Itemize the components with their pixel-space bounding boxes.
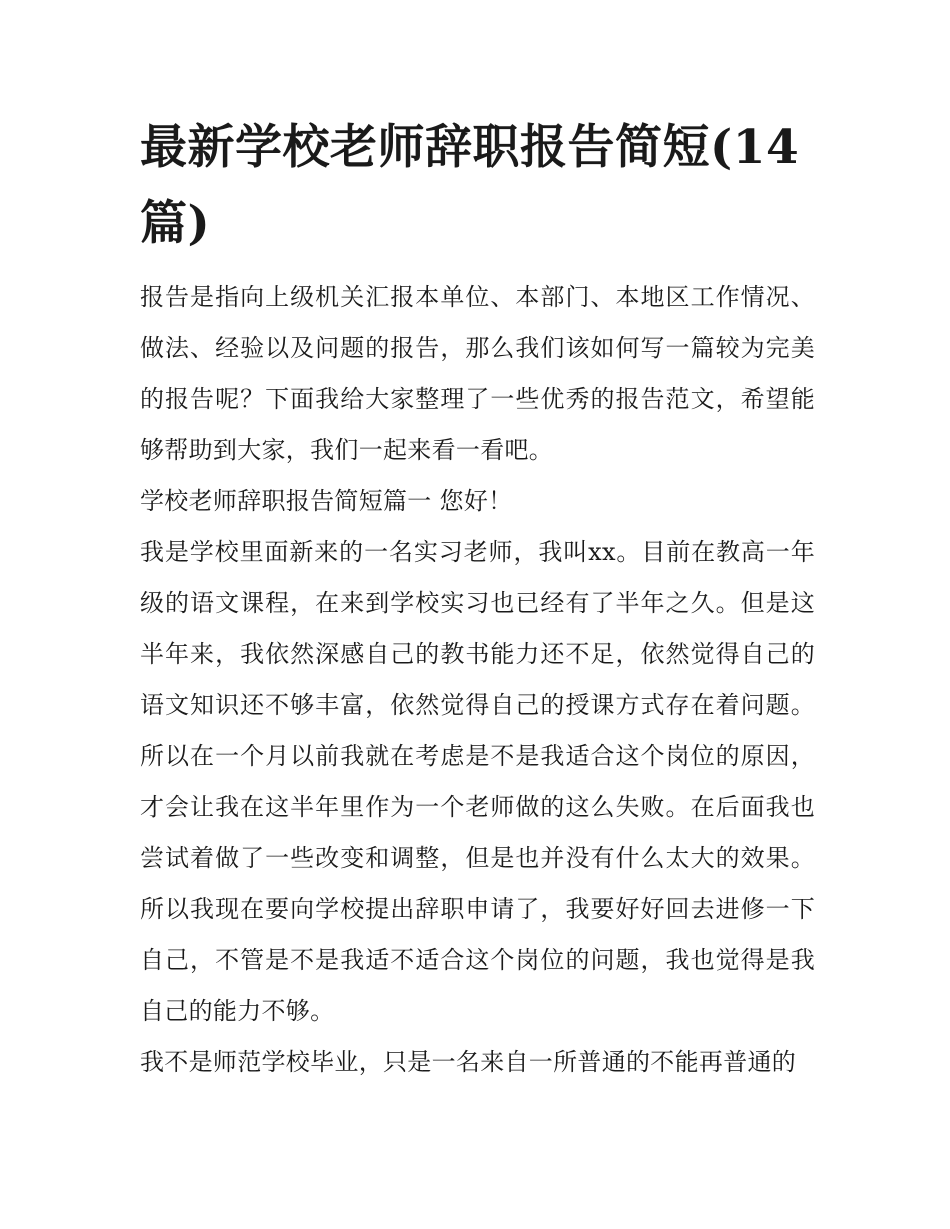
paragraph-section-heading: 学校老师辞职报告简短篇一 您好！ [140, 487, 513, 515]
document-page [140, 110, 815, 1088]
document-title: 最新学校老师辞职报告简短(14篇) [140, 120, 800, 251]
paragraph-intro: 报告是指向上级机关汇报本单位、本部门、本地区工作情况、做法、经验以及问题的报告，那么我们该如何写一篇较为完美的报告呢？下面我给大家整理了一些优秀的报告范文，希望能够帮助到大家，我们一起来看一看吧。 [140, 283, 815, 464]
paragraph-body-1: 我是学校里面新来的一名实习老师，我叫xx。目前在教高一年级的语文课程，在来到学校实习也已经有了半年之久。但是这半年来，我依然深感自己的教书能力还不足，依然觉得自己的语文知识还不够丰富，依然觉得自己的授课方式存在着问题。所以在一个月以前我就在考虑是不是我适合这个岗位的原因，才会让我在这半年里作为一个老师做的这么失败。在后面我也尝试着做了一些改变和调整，但是也并没有什么太大的效果。所以我现在要向学校提出辞职申请了，我要好好回去进修一下自己，不管是不是我适不适合这个岗位的问题，我也觉得是我自己的能力不够。 [140, 538, 815, 1025]
paragraph-body-2: 我不是师范学校毕业，只是一名来自一所普通的不能再普通的 [140, 1048, 797, 1076]
